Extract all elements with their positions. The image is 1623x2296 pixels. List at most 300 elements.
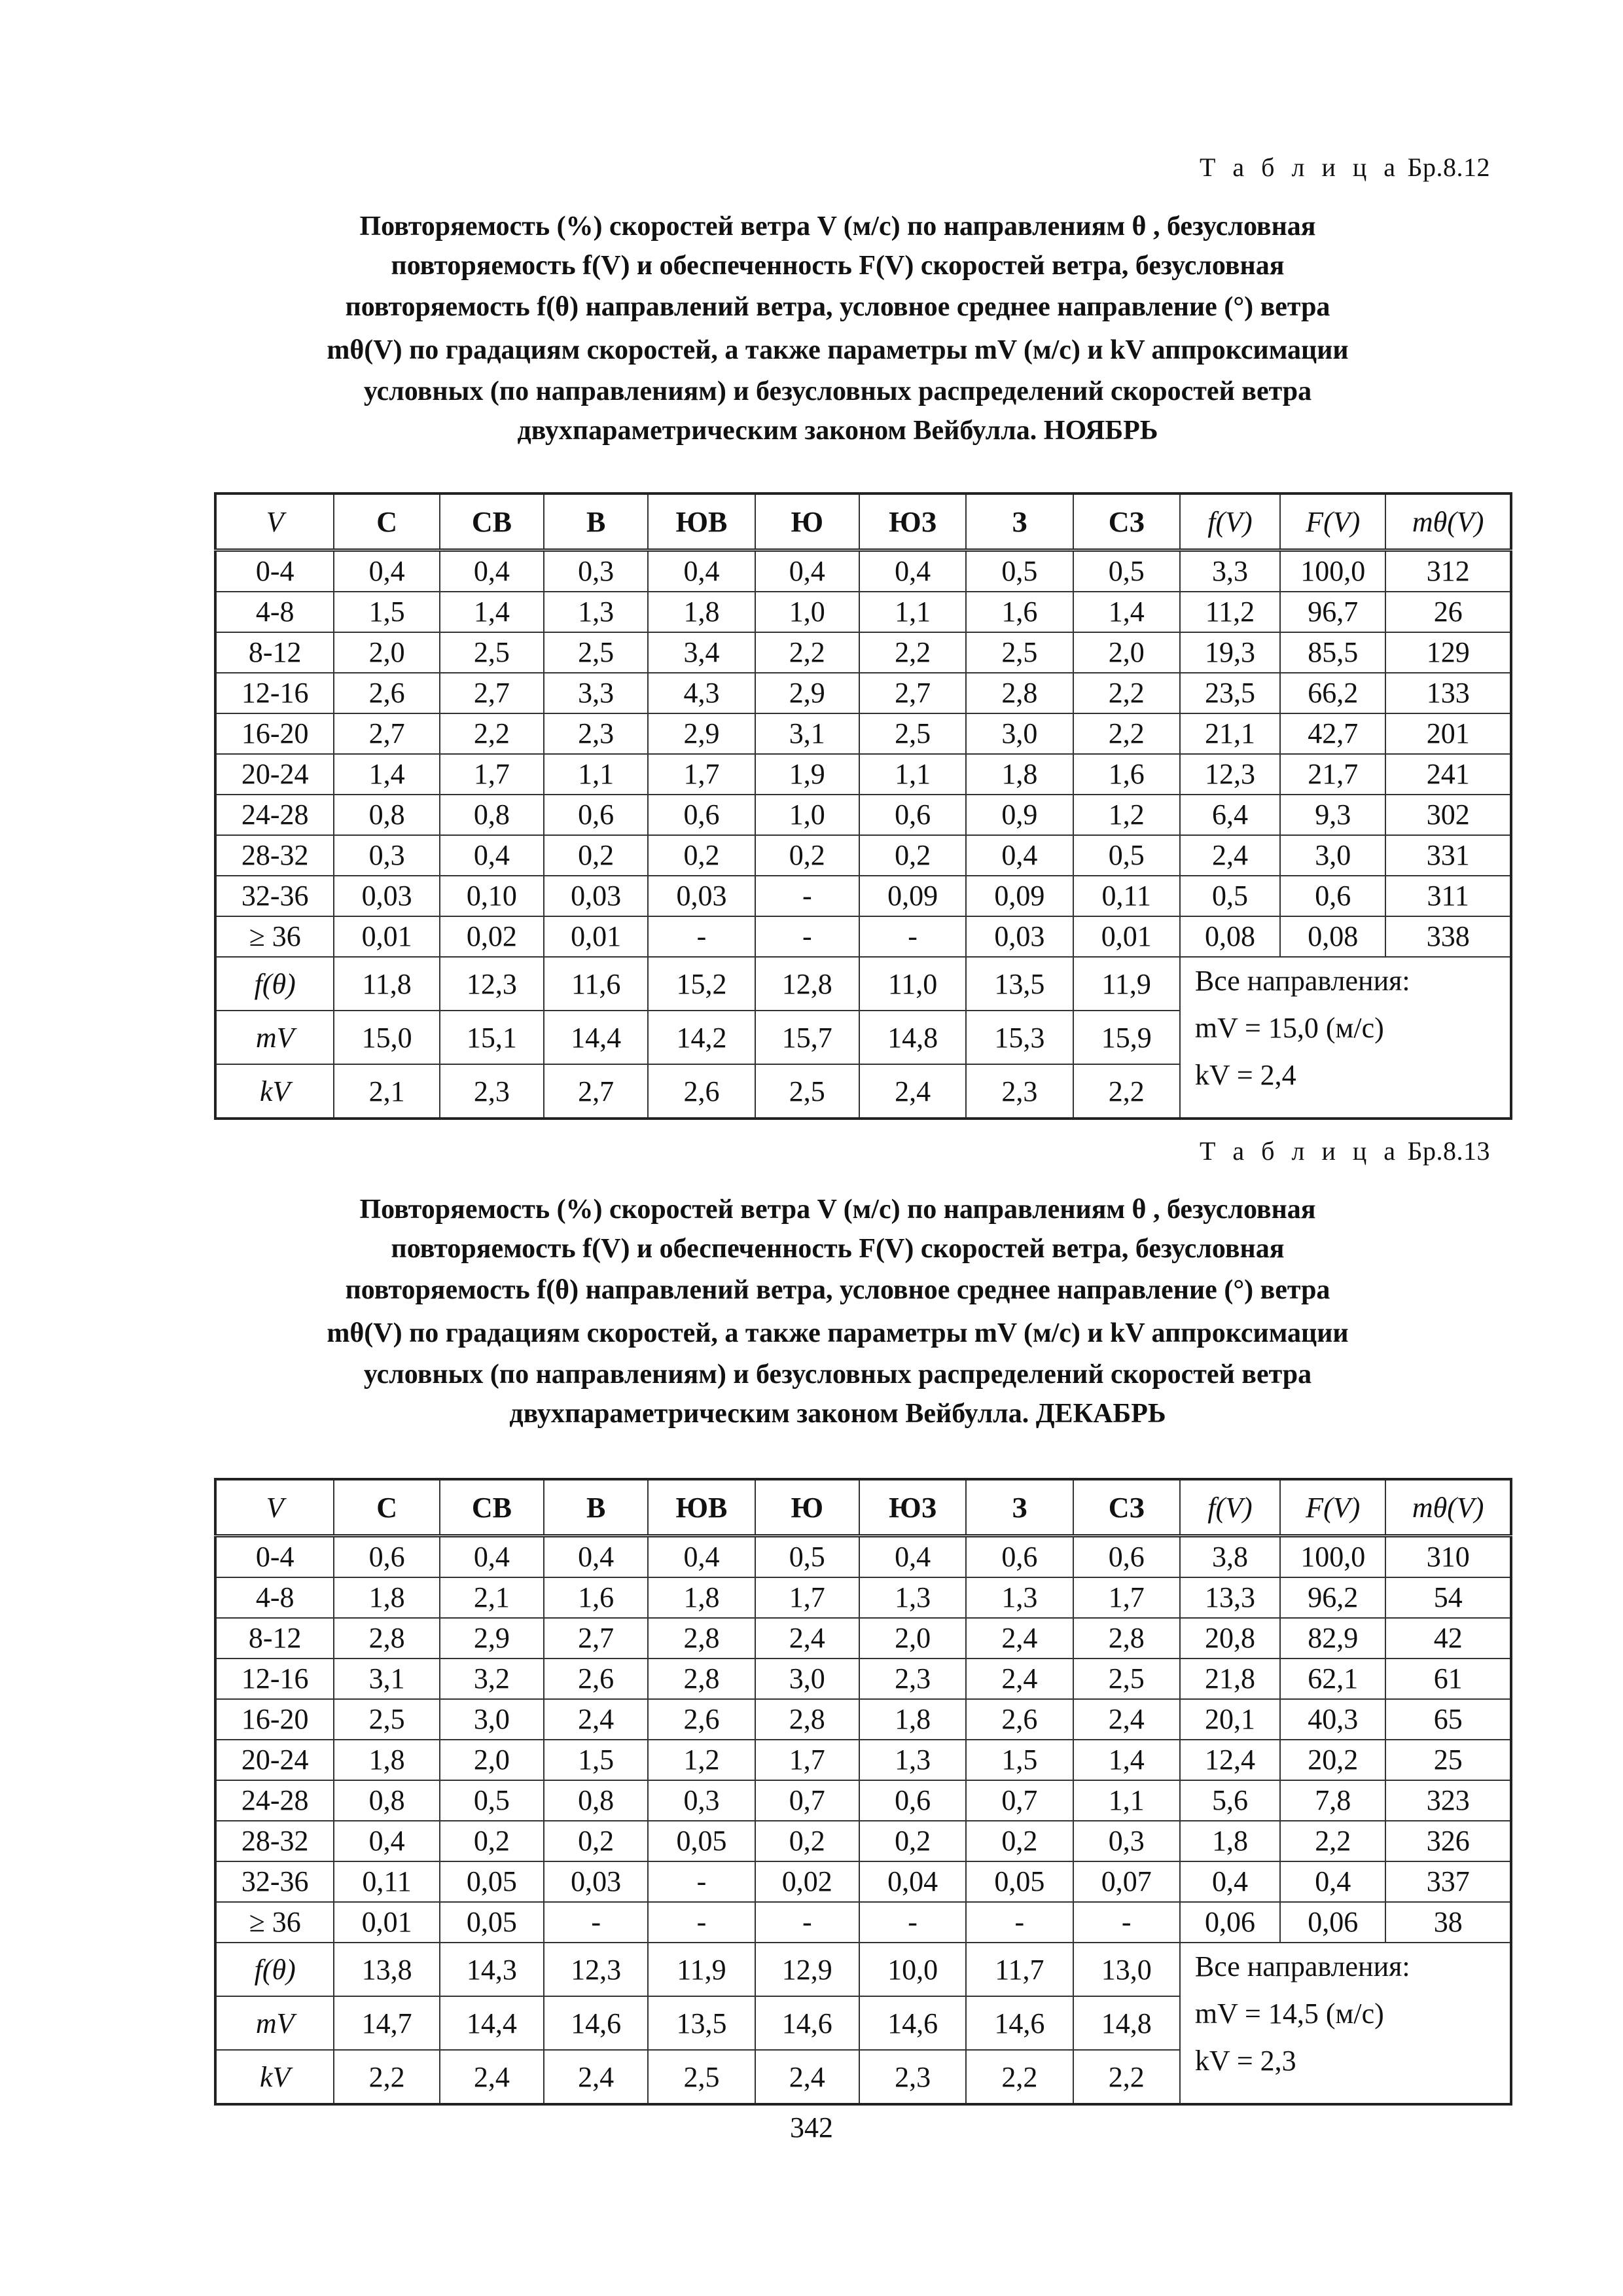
table-cell: 1,7 bbox=[755, 1577, 859, 1618]
summary-cell: 11,8 bbox=[334, 957, 439, 1011]
row-header: 8-12 bbox=[215, 632, 334, 673]
table-cell: 0,3 bbox=[648, 1780, 755, 1821]
table-cell: 12,4 bbox=[1180, 1740, 1280, 1780]
table-cell: 2,7 bbox=[544, 1618, 648, 1659]
table-cell: 0,4 bbox=[334, 550, 439, 592]
table-cell: 129 bbox=[1385, 632, 1511, 673]
table-cell: 2,8 bbox=[1073, 1618, 1180, 1659]
table-cell: 61 bbox=[1385, 1659, 1511, 1699]
table-cell: 19,3 bbox=[1180, 632, 1280, 673]
all-directions-box bbox=[1180, 1943, 1511, 2104]
table-cell: 3,0 bbox=[966, 713, 1073, 754]
table-cell: 0,2 bbox=[859, 1821, 966, 1861]
column-header: f(V) bbox=[1180, 493, 1280, 550]
table-cell: 40,3 bbox=[1280, 1699, 1385, 1740]
table-cell: 0,7 bbox=[966, 1780, 1073, 1821]
table-cell: 0,4 bbox=[859, 550, 966, 592]
table-cell: 0,3 bbox=[334, 835, 439, 876]
table-cell: 312 bbox=[1385, 550, 1511, 592]
table-cell: 1,4 bbox=[440, 592, 544, 632]
table-cell: 1,1 bbox=[544, 754, 648, 795]
summary-cell: 14,6 bbox=[544, 1996, 648, 2050]
table-cell: - bbox=[755, 916, 859, 957]
table-cell: 2,4 bbox=[966, 1659, 1073, 1699]
table-cell: 1,3 bbox=[859, 1577, 966, 1618]
table-cell: 133 bbox=[1385, 673, 1511, 713]
table-cell: 2,7 bbox=[334, 713, 439, 754]
column-header: ЮЗ bbox=[859, 1479, 966, 1536]
table-cell: 100,0 bbox=[1280, 1536, 1385, 1578]
row-header: 24-28 bbox=[215, 795, 334, 835]
table-2 bbox=[214, 1478, 1512, 2106]
table-cell: 0,02 bbox=[755, 1861, 859, 1902]
column-header: СВ bbox=[440, 493, 544, 550]
summary-cell: 12,3 bbox=[440, 957, 544, 1011]
table-cell: 2,5 bbox=[859, 713, 966, 754]
table-1-label bbox=[1200, 152, 1490, 183]
column-header: З bbox=[966, 493, 1073, 550]
table-cell: 338 bbox=[1385, 916, 1511, 957]
summary-cell: 15,2 bbox=[648, 957, 755, 1011]
table-cell: 326 bbox=[1385, 1821, 1511, 1861]
table-cell: 3,3 bbox=[1180, 550, 1280, 592]
summary-cell: 2,4 bbox=[859, 1064, 966, 1119]
summary-row-label: mV bbox=[215, 1011, 334, 1064]
table-cell: 2,5 bbox=[334, 1699, 439, 1740]
table-cell: 26 bbox=[1385, 592, 1511, 632]
table-cell: 0,01 bbox=[334, 1902, 439, 1943]
table-cell: 0,10 bbox=[440, 876, 544, 916]
table-cell: 0,8 bbox=[334, 795, 439, 835]
table-cell: 0,4 bbox=[648, 550, 755, 592]
summary-row-label: kV bbox=[215, 1064, 334, 1119]
table-cell: 20,2 bbox=[1280, 1740, 1385, 1780]
table-cell: 0,01 bbox=[544, 916, 648, 957]
all-directions-mv: mV = 14,5 (м/с) bbox=[1194, 1998, 1384, 2030]
table-cell: 337 bbox=[1385, 1861, 1511, 1902]
table-cell: 3,1 bbox=[755, 713, 859, 754]
table-cell: 0,05 bbox=[648, 1821, 755, 1861]
table-cell: 1,7 bbox=[755, 1740, 859, 1780]
table-cell: 7,8 bbox=[1280, 1780, 1385, 1821]
column-header: F(V) bbox=[1280, 1479, 1385, 1536]
summary-cell: 15,9 bbox=[1073, 1011, 1180, 1064]
all-directions-kv: kV = 2,4 bbox=[1194, 1059, 1296, 1091]
summary-cell: 14,8 bbox=[1073, 1996, 1180, 2050]
table-cell: 2,5 bbox=[440, 632, 544, 673]
summary-cell: 14,6 bbox=[755, 1996, 859, 2050]
table-cell: 2,5 bbox=[966, 632, 1073, 673]
summary-cell: 2,4 bbox=[755, 2050, 859, 2104]
table-cell: 0,2 bbox=[966, 1821, 1073, 1861]
table-cell: 0,4 bbox=[440, 835, 544, 876]
row-header: 28-32 bbox=[215, 835, 334, 876]
column-header: V bbox=[215, 1479, 334, 1536]
table-cell: 2,9 bbox=[648, 713, 755, 754]
table-cell: 21,8 bbox=[1180, 1659, 1280, 1699]
table-cell: 302 bbox=[1385, 795, 1511, 835]
table-cell: - bbox=[648, 1902, 755, 1943]
table-cell: 0,03 bbox=[648, 876, 755, 916]
caption-line: условных (по направлениям) и безусловных распределений скоростей ветра bbox=[363, 376, 1312, 406]
summary-cell: 14,7 bbox=[334, 1996, 439, 2050]
row-header: 32-36 bbox=[215, 876, 334, 916]
table-cell: 0,09 bbox=[966, 876, 1073, 916]
row-header: 0-4 bbox=[215, 1536, 334, 1578]
column-header: СВ bbox=[440, 1479, 544, 1536]
table-cell: 0,2 bbox=[440, 1821, 544, 1861]
row-header: 4-8 bbox=[215, 1577, 334, 1618]
table-cell: 2,2 bbox=[440, 713, 544, 754]
table-cell: 1,6 bbox=[966, 592, 1073, 632]
table-cell: 2,2 bbox=[755, 632, 859, 673]
table-cell: 2,2 bbox=[1073, 673, 1180, 713]
table-1-label-number: Бр.8.12 bbox=[1407, 152, 1490, 182]
table-row bbox=[215, 1740, 1511, 1780]
table-cell: 2,5 bbox=[1073, 1659, 1180, 1699]
table-row bbox=[215, 550, 1511, 592]
table-cell: 9,3 bbox=[1280, 795, 1385, 835]
row-header: 24-28 bbox=[215, 1780, 334, 1821]
table-cell: 3,2 bbox=[440, 1659, 544, 1699]
table-cell: 1,1 bbox=[859, 592, 966, 632]
table-cell: 25 bbox=[1385, 1740, 1511, 1780]
table-cell: 310 bbox=[1385, 1536, 1511, 1578]
table-cell: 0,3 bbox=[1073, 1821, 1180, 1861]
table-cell: 2,2 bbox=[859, 632, 966, 673]
table-cell: 1,3 bbox=[859, 1740, 966, 1780]
summary-cell: 11,0 bbox=[859, 957, 966, 1011]
caption-line: двухпараметрическим законом Вейбулла. ДЕКАБРЬ bbox=[509, 1399, 1166, 1429]
table-cell: 2,0 bbox=[334, 632, 439, 673]
table-cell: 1,1 bbox=[1073, 1780, 1180, 1821]
table-cell: 2,0 bbox=[440, 1740, 544, 1780]
caption-line: Повторяемость (%) скоростей ветра V (м/с) по направлениям θ , безусловная bbox=[359, 211, 1316, 242]
caption-line: повторяемость f(θ) направлений ветра, условное среднее направление (°) ветра bbox=[345, 1275, 1330, 1305]
table-cell: 1,8 bbox=[648, 592, 755, 632]
table-cell: 1,8 bbox=[966, 754, 1073, 795]
table-cell: 1,8 bbox=[859, 1699, 966, 1740]
table-row bbox=[215, 713, 1511, 754]
summary-cell: 2,6 bbox=[648, 1064, 755, 1119]
table-cell: 311 bbox=[1385, 876, 1511, 916]
table-row bbox=[215, 876, 1511, 916]
table-cell: 0,09 bbox=[859, 876, 966, 916]
table-cell: 2,9 bbox=[755, 673, 859, 713]
table-cell: 0,2 bbox=[859, 835, 966, 876]
summary-cell: 13,8 bbox=[334, 1943, 439, 1996]
summary-cell: 14,2 bbox=[648, 1011, 755, 1064]
table-cell: 1,8 bbox=[1180, 1821, 1280, 1861]
summary-cell: 2,3 bbox=[966, 1064, 1073, 1119]
table-cell: 0,8 bbox=[440, 795, 544, 835]
column-header: В bbox=[544, 1479, 648, 1536]
table-1-label-prefix: Т а б л и ц а bbox=[1199, 152, 1401, 182]
summary-cell: 14,4 bbox=[440, 1996, 544, 2050]
table-row bbox=[215, 592, 1511, 632]
table-cell: 20,8 bbox=[1180, 1618, 1280, 1659]
table-cell: 0,4 bbox=[440, 550, 544, 592]
table-cell: 1,8 bbox=[334, 1740, 439, 1780]
table-cell: 0,4 bbox=[755, 550, 859, 592]
table-cell: - bbox=[1073, 1902, 1180, 1943]
table-header-row bbox=[215, 1479, 1511, 1536]
summary-row bbox=[215, 1943, 1511, 1996]
table-cell: 3,3 bbox=[544, 673, 648, 713]
table-cell: 82,9 bbox=[1280, 1618, 1385, 1659]
column-header: ЮВ bbox=[648, 493, 755, 550]
table-cell: 0,08 bbox=[1280, 916, 1385, 957]
summary-row-label: kV bbox=[215, 2050, 334, 2104]
table-cell: 21,7 bbox=[1280, 754, 1385, 795]
table-cell: 0,5 bbox=[440, 1780, 544, 1821]
table-cell: 0,2 bbox=[755, 1821, 859, 1861]
summary-cell: 2,4 bbox=[544, 2050, 648, 2104]
table-cell: 2,6 bbox=[334, 673, 439, 713]
table-cell: 1,7 bbox=[648, 754, 755, 795]
table-cell: 1,4 bbox=[1073, 1740, 1180, 1780]
table-cell: 1,4 bbox=[1073, 592, 1180, 632]
table-cell: 0,08 bbox=[1180, 916, 1280, 957]
table-cell: 0,02 bbox=[440, 916, 544, 957]
table-1-caption bbox=[216, 207, 1459, 450]
table-cell: 0,6 bbox=[966, 1536, 1073, 1578]
table-cell: 96,7 bbox=[1280, 592, 1385, 632]
table-cell: 0,5 bbox=[755, 1536, 859, 1578]
summary-cell: 14,8 bbox=[859, 1011, 966, 1064]
caption-line: повторяемость f(V) и обеспеченность F(V) скоростей ветра, безусловная bbox=[391, 1234, 1285, 1264]
table-cell: 1,5 bbox=[544, 1740, 648, 1780]
summary-cell: 2,4 bbox=[440, 2050, 544, 2104]
page-number: 342 bbox=[790, 2111, 833, 2144]
table-header-row bbox=[215, 493, 1511, 550]
table-cell: 0,4 bbox=[334, 1821, 439, 1861]
table-cell: 62,1 bbox=[1280, 1659, 1385, 1699]
summary-cell: 14,3 bbox=[440, 1943, 544, 1996]
column-header: Ю bbox=[755, 493, 859, 550]
table-cell: - bbox=[859, 1902, 966, 1943]
table-cell: 0,03 bbox=[966, 916, 1073, 957]
table-cell: 0,06 bbox=[1280, 1902, 1385, 1943]
caption-line: повторяемость f(θ) направлений ветра, условное среднее направление (°) ветра bbox=[345, 292, 1330, 322]
row-header: 0-4 bbox=[215, 550, 334, 592]
table-cell: 42 bbox=[1385, 1618, 1511, 1659]
summary-cell: 15,3 bbox=[966, 1011, 1073, 1064]
table-cell: 1,5 bbox=[966, 1740, 1073, 1780]
table-cell: 3,8 bbox=[1180, 1536, 1280, 1578]
table-2-label bbox=[1200, 1136, 1490, 1166]
column-header: СЗ bbox=[1073, 493, 1180, 550]
table-row bbox=[215, 1861, 1511, 1902]
table-cell: 0,6 bbox=[648, 795, 755, 835]
caption-line: условных (по направлениям) и безусловных распределений скоростей ветра bbox=[363, 1359, 1312, 1390]
table-cell: 11,2 bbox=[1180, 592, 1280, 632]
table-cell: 2,0 bbox=[1073, 632, 1180, 673]
column-header: V bbox=[215, 493, 334, 550]
all-directions-box bbox=[1180, 957, 1511, 1119]
table-cell: 2,0 bbox=[859, 1618, 966, 1659]
table-cell: 0,5 bbox=[966, 550, 1073, 592]
table-cell: 2,6 bbox=[966, 1699, 1073, 1740]
table-cell: 2,3 bbox=[544, 713, 648, 754]
table-row bbox=[215, 632, 1511, 673]
table-cell: 2,6 bbox=[544, 1659, 648, 1699]
table-cell: 1,7 bbox=[1073, 1577, 1180, 1618]
table-cell: 0,4 bbox=[966, 835, 1073, 876]
table-cell: 1,3 bbox=[966, 1577, 1073, 1618]
table-cell: 1,5 bbox=[334, 592, 439, 632]
table-cell: 0,04 bbox=[859, 1861, 966, 1902]
table-cell: 0,2 bbox=[544, 835, 648, 876]
summary-cell: 14,6 bbox=[859, 1996, 966, 2050]
table-cell: 2,4 bbox=[1073, 1699, 1180, 1740]
table-cell: 0,2 bbox=[755, 835, 859, 876]
table-2-label-number: Бр.8.13 bbox=[1407, 1136, 1490, 1166]
column-header: f(V) bbox=[1180, 1479, 1280, 1536]
table-cell: 1,1 bbox=[859, 754, 966, 795]
table-row bbox=[215, 916, 1511, 957]
table-row bbox=[215, 1618, 1511, 1659]
table-cell: 0,5 bbox=[1073, 550, 1180, 592]
table-2-caption bbox=[216, 1190, 1459, 1433]
summary-cell: 2,2 bbox=[1073, 2050, 1180, 2104]
row-header: 16-20 bbox=[215, 713, 334, 754]
table-cell: 0,07 bbox=[1073, 1861, 1180, 1902]
table-1 bbox=[214, 492, 1512, 1120]
summary-cell: 14,6 bbox=[966, 1996, 1073, 2050]
column-header: mθ(V) bbox=[1385, 493, 1511, 550]
table-cell: 66,2 bbox=[1280, 673, 1385, 713]
summary-cell: 15,0 bbox=[334, 1011, 439, 1064]
table-cell: - bbox=[755, 1902, 859, 1943]
table-cell: 3,0 bbox=[1280, 835, 1385, 876]
row-header: 8-12 bbox=[215, 1618, 334, 1659]
table-cell: 201 bbox=[1385, 713, 1511, 754]
table-cell: 85,5 bbox=[1280, 632, 1385, 673]
table-row bbox=[215, 1577, 1511, 1618]
caption-line: mθ(V) по градациям скоростей, а также параметры mV (м/с) и kV аппроксимации bbox=[327, 335, 1349, 365]
table-cell: 0,8 bbox=[334, 1780, 439, 1821]
table-cell: 2,7 bbox=[859, 673, 966, 713]
table-cell: 0,05 bbox=[966, 1861, 1073, 1902]
table-cell: 0,05 bbox=[440, 1902, 544, 1943]
summary-cell: 2,2 bbox=[1073, 1064, 1180, 1119]
caption-line: Повторяемость (%) скоростей ветра V (м/с) по направлениям θ , безусловная bbox=[359, 1194, 1316, 1225]
all-directions-kv: kV = 2,3 bbox=[1194, 2045, 1296, 2077]
row-header: 12-16 bbox=[215, 1659, 334, 1699]
table-cell: 2,8 bbox=[648, 1618, 755, 1659]
table-cell: 96,2 bbox=[1280, 1577, 1385, 1618]
summary-cell: 15,7 bbox=[755, 1011, 859, 1064]
summary-cell: 2,3 bbox=[440, 1064, 544, 1119]
row-header: ≥ 36 bbox=[215, 916, 334, 957]
summary-cell: 14,4 bbox=[544, 1011, 648, 1064]
summary-cell: 11,7 bbox=[966, 1943, 1073, 1996]
summary-cell: 2,2 bbox=[334, 2050, 439, 2104]
table-2-label-prefix: Т а б л и ц а bbox=[1199, 1136, 1401, 1166]
table-cell: 0,4 bbox=[859, 1536, 966, 1578]
table-cell: - bbox=[966, 1902, 1073, 1943]
table-cell: 0,3 bbox=[544, 550, 648, 592]
table-cell: 0,4 bbox=[544, 1536, 648, 1578]
table-cell: 0,7 bbox=[755, 1780, 859, 1821]
table-cell: 23,5 bbox=[1180, 673, 1280, 713]
table-cell: 1,7 bbox=[440, 754, 544, 795]
table-row bbox=[215, 835, 1511, 876]
table-cell: 1,4 bbox=[334, 754, 439, 795]
table-cell: 100,0 bbox=[1280, 550, 1385, 592]
table-cell: 0,03 bbox=[334, 876, 439, 916]
table-cell: 1,6 bbox=[544, 1577, 648, 1618]
table-cell: 0,05 bbox=[440, 1861, 544, 1902]
table-cell: 0,4 bbox=[440, 1536, 544, 1578]
table-cell: 0,11 bbox=[1073, 876, 1180, 916]
table-cell: - bbox=[648, 916, 755, 957]
column-header: Ю bbox=[755, 1479, 859, 1536]
all-directions-title: Все направления: bbox=[1194, 1950, 1410, 1982]
table-cell: 1,0 bbox=[755, 592, 859, 632]
table-row bbox=[215, 1902, 1511, 1943]
table-cell: 2,2 bbox=[1280, 1821, 1385, 1861]
summary-row bbox=[215, 957, 1511, 1011]
row-header: 20-24 bbox=[215, 754, 334, 795]
table-cell: 0,6 bbox=[544, 795, 648, 835]
table-cell: - bbox=[755, 876, 859, 916]
table-cell: 21,1 bbox=[1180, 713, 1280, 754]
table-cell: 0,4 bbox=[1180, 1861, 1280, 1902]
table-cell: - bbox=[544, 1902, 648, 1943]
summary-cell: 2,1 bbox=[334, 1064, 439, 1119]
all-directions-title: Все направления: bbox=[1194, 965, 1410, 997]
table-cell: 3,1 bbox=[334, 1659, 439, 1699]
column-header: В bbox=[544, 493, 648, 550]
summary-cell: 11,9 bbox=[648, 1943, 755, 1996]
table-cell: 2,4 bbox=[1180, 835, 1280, 876]
table-cell: 54 bbox=[1385, 1577, 1511, 1618]
table-cell: 1,9 bbox=[755, 754, 859, 795]
table-cell: 2,1 bbox=[440, 1577, 544, 1618]
table-cell: 2,4 bbox=[544, 1699, 648, 1740]
summary-cell: 2,3 bbox=[859, 2050, 966, 2104]
column-header: СЗ bbox=[1073, 1479, 1180, 1536]
table-cell: 2,8 bbox=[755, 1699, 859, 1740]
table-cell: 2,2 bbox=[1073, 713, 1180, 754]
table-row bbox=[215, 795, 1511, 835]
table-cell: 1,0 bbox=[755, 795, 859, 835]
column-header: С bbox=[334, 1479, 439, 1536]
caption-line: повторяемость f(V) и обеспеченность F(V) скоростей ветра, безусловная bbox=[391, 251, 1285, 281]
table-cell: 20,1 bbox=[1180, 1699, 1280, 1740]
table-row bbox=[215, 1536, 1511, 1578]
table-cell: 0,6 bbox=[1280, 876, 1385, 916]
summary-cell: 13,5 bbox=[648, 1996, 755, 2050]
table-cell: 0,2 bbox=[648, 835, 755, 876]
table-cell: 2,8 bbox=[648, 1659, 755, 1699]
table-cell: 2,4 bbox=[966, 1618, 1073, 1659]
table-cell: 323 bbox=[1385, 1780, 1511, 1821]
table-cell: 3,4 bbox=[648, 632, 755, 673]
table-cell: 2,7 bbox=[440, 673, 544, 713]
summary-cell: 12,3 bbox=[544, 1943, 648, 1996]
table-cell: 1,6 bbox=[1073, 754, 1180, 795]
table-cell: 1,2 bbox=[648, 1740, 755, 1780]
table-row bbox=[215, 1659, 1511, 1699]
table-cell: 2,5 bbox=[544, 632, 648, 673]
summary-row-label: f(θ) bbox=[215, 957, 334, 1011]
table-cell: 0,03 bbox=[544, 876, 648, 916]
table-cell: 0,6 bbox=[334, 1536, 439, 1578]
column-header: F(V) bbox=[1280, 493, 1385, 550]
